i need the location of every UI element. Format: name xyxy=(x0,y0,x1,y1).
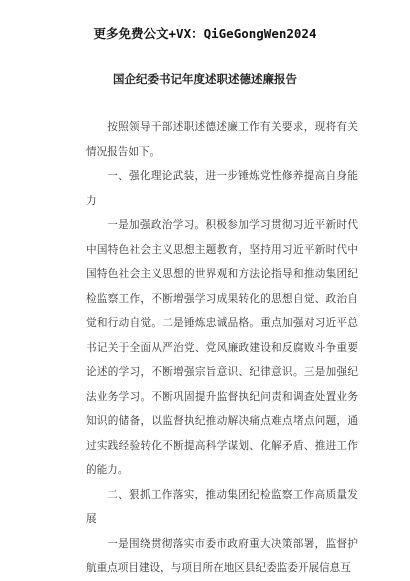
section-heading-2: 二、狠抓工作落实，推动集团纪检监察工作高质量发展 xyxy=(86,488,358,525)
document-body xyxy=(86,115,358,581)
section-heading-1: 一、强化理论武装，进一步锤炼党性修养提高自身能力 xyxy=(86,170,358,207)
paragraph-section-2: 一是围绕贯彻落实市委市政府重大决策部署，监督护航重点项目建设，与项目所在地区县纪委监委开展信息互 xyxy=(86,537,358,574)
paragraph-section-1: 一是加强政治学习。积极参加学习贯彻习近平新时代中国特色社会主义思想主题教育，坚持用习近平新时代中国特色社会主义思想的世界观和方法论指导和推动集团纪检监察工作，不断增强学习成果转化的思想自觉、政治自觉和行动自觉。二是锤炼忠诚品格。重点加强对习近平总书记关于全面从严治党、党风廉政建设和反腐败斗争重要论述的学习，不断增强宗旨意识、纪律意识。三是加强纪法业务学习。不断巩固提升监督执纪问责和调查处置业务知识的储备，以监督执纪推动解决痛点难点堵点问题，通过实践经验转化不断提高科学谋划、化解矛盾、推进工作的能力。 xyxy=(86,219,358,476)
paragraph-intro: 按照领导干部述职述德述廉工作有关要求，现将有关情况报告如下。 xyxy=(86,121,358,158)
promo-watermark: 更多免费公文+VX：QiGeGongWen2024 xyxy=(93,26,317,41)
document-title: 国企纪委书记年度述职述德述廉报告 xyxy=(113,72,297,86)
